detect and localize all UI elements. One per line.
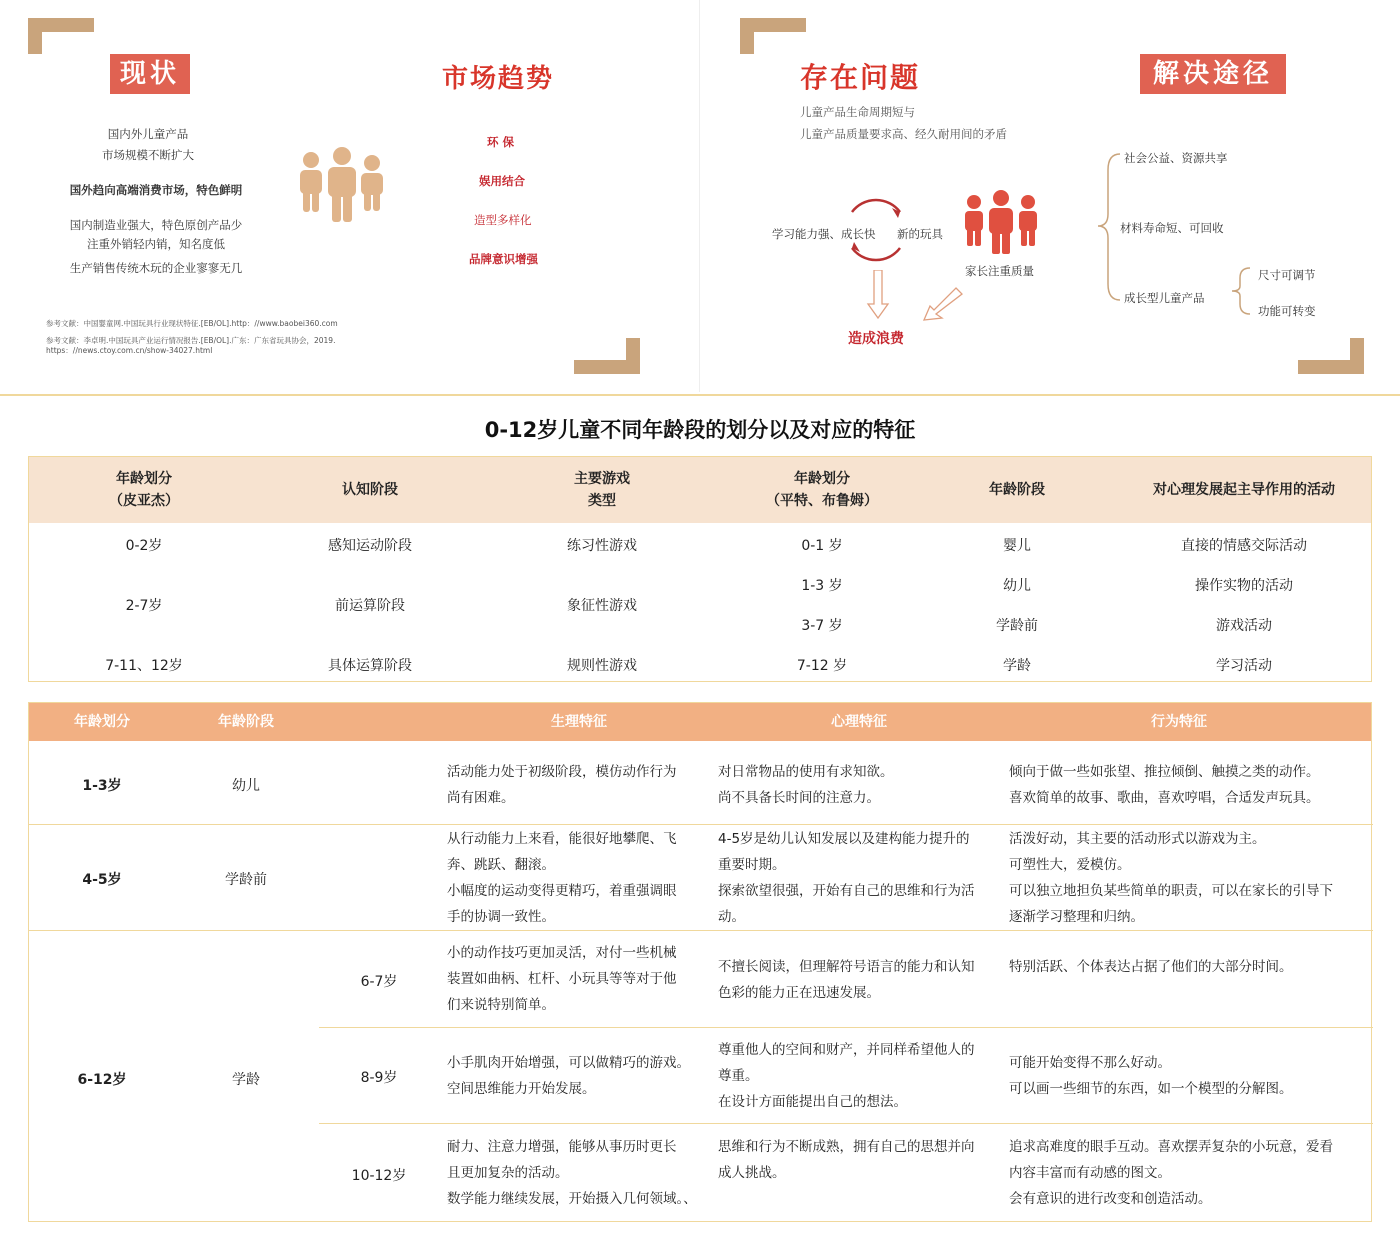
piaget-stage: 感知运动阶段 xyxy=(328,538,412,554)
behavior-text xyxy=(1009,826,1333,930)
text-line: 追求高难度的眼手互动。喜欢摆弄复杂的小玩意，爱看 xyxy=(1009,1139,1333,1155)
left-panel xyxy=(0,0,700,392)
pinter-activity: 直接的情感交际活动 xyxy=(1181,538,1307,554)
physical-text xyxy=(447,826,677,930)
header-text: 主要游戏 xyxy=(574,471,630,487)
group-age: 1-3岁 xyxy=(82,778,122,794)
text-line: 活动能力处于初级阶段，模仿动作行为 xyxy=(447,764,677,780)
header-cell xyxy=(527,468,677,512)
waste-label: 造成浪费 xyxy=(848,331,904,347)
piaget-age: 7-11、12岁 xyxy=(105,658,183,674)
group-age: 6-12岁 xyxy=(77,1072,127,1088)
reference: 参考文献：李卓明.中国玩具产业运行情况报告.[EB/OL].广东：广东省玩具协会，2019. xyxy=(46,336,336,345)
text-line: 思维和行为不断成熟，拥有自己的思想并向 xyxy=(718,1139,975,1155)
corner-decoration xyxy=(740,18,806,54)
text-line: 成人挑战。 xyxy=(718,1165,786,1181)
behavior-text xyxy=(1009,759,1320,811)
characteristics-table xyxy=(28,702,1372,1222)
piaget-game: 规则性游戏 xyxy=(567,658,637,674)
text-line: 尊重。 xyxy=(718,1068,759,1084)
text-line: 小的动作技巧更加灵活，对付一些机械 xyxy=(447,945,677,961)
piaget-stage: 具体运算阶段 xyxy=(328,658,412,674)
pinter-activity: 操作实物的活动 xyxy=(1195,578,1293,594)
mental-text xyxy=(718,1134,975,1186)
text-line: 在设计方面能提出自己的想法。 xyxy=(718,1094,907,1110)
waste-arrows-icon xyxy=(864,270,984,324)
corner-decoration xyxy=(574,338,640,374)
header-cell: 心理特征 xyxy=(831,714,887,730)
physical-text xyxy=(447,1134,697,1212)
parents-icon xyxy=(962,190,1042,254)
solution-item: 社会公益、资源共享 xyxy=(1124,151,1228,165)
pinter-activity: 游戏活动 xyxy=(1216,618,1272,634)
sub-age: 10-12岁 xyxy=(351,1168,407,1184)
behavior-text xyxy=(1009,1134,1333,1212)
physical-text xyxy=(447,940,677,1018)
text-line: 可以画一些细节的东西，如一个模型的分解图。 xyxy=(1009,1081,1293,1097)
text-line: 装置如曲柄、杠杆、小玩具等等对于他 xyxy=(447,971,677,987)
trend-item: 品牌意识增强 xyxy=(469,252,538,266)
trend-title: 市场趋势 xyxy=(442,64,555,94)
pinter-stage: 学龄 xyxy=(1003,658,1031,674)
mental-text xyxy=(718,759,894,811)
status-title: 现状 xyxy=(110,54,190,94)
text-line: 尚不具备长时间的注意力。 xyxy=(718,790,880,806)
pinter-age: 1-3 岁 xyxy=(801,578,843,594)
text-line: 们来说特别简单。 xyxy=(447,997,555,1013)
text-line: 内容丰富而有动感的图文。 xyxy=(1009,1165,1171,1181)
piaget-stage: 前运算阶段 xyxy=(335,598,405,614)
header-text: 年龄划分 xyxy=(116,471,172,487)
text-line: 动。 xyxy=(718,909,745,925)
text-line: 可能开始变得不那么好动。 xyxy=(1009,1055,1171,1071)
text-line: 小幅度的运动变得更精巧，着重强调眼 xyxy=(447,883,677,899)
mental-text xyxy=(718,826,975,930)
pinter-activity: 学习活动 xyxy=(1216,658,1272,674)
row-divider xyxy=(29,824,1373,825)
family-icon xyxy=(296,146,392,224)
behavior-text xyxy=(1009,1050,1293,1102)
problem-title: 存在问题 xyxy=(800,61,921,94)
row-divider xyxy=(319,1123,1373,1124)
status-line: 国内外儿童产品 xyxy=(107,127,189,141)
corner-decoration xyxy=(28,18,94,54)
header-text: 年龄划分 xyxy=(794,471,850,487)
mental-text xyxy=(718,954,975,1006)
header-cell: 生理特征 xyxy=(551,714,607,730)
header-cell xyxy=(69,468,219,512)
cycle-right-label: 新的玩具 xyxy=(897,227,943,241)
text-line: 尊重他人的空间和财产，并同样希望他人的 xyxy=(718,1042,975,1058)
piaget-game: 象征性游戏 xyxy=(567,598,637,614)
reference: 参考文献：中国婴童网.中国玩具行业现状特征.[EB/OL].http：//www.baobei360.com xyxy=(46,319,338,328)
header-cell: 年龄阶段 xyxy=(218,714,274,730)
pinter-stage: 婴儿 xyxy=(1003,538,1031,554)
text-line: 特别活跃、个体表达占据了他们的大部分时间。 xyxy=(1009,959,1293,975)
text-line: 数学能力继续发展，开始摄入几何领域。、 xyxy=(447,1191,697,1207)
text-line: 不擅长阅读，但理解符号语言的能力和认知 xyxy=(718,959,975,975)
status-line: 国外趋向高端消费市场，特色鲜明 xyxy=(69,183,243,197)
trend-item: 造型多样化 xyxy=(474,213,532,227)
reference: https：//news.ctoy.com.cn/show-34027.html xyxy=(46,346,213,355)
sub-age: 8-9岁 xyxy=(360,1070,398,1086)
text-line: 尚有困难。 xyxy=(447,790,515,806)
section-divider xyxy=(0,394,1400,396)
sub-solution-item: 尺寸可调节 xyxy=(1258,268,1316,282)
text-line: 活泼好动，其主要的活动形式以游戏为主。 xyxy=(1009,831,1266,847)
physical-text xyxy=(447,759,677,811)
solution-title: 解决途径 xyxy=(1140,54,1286,94)
text-line: 逐渐学习整理和归纳。 xyxy=(1009,909,1144,925)
parent-label: 家长注重质量 xyxy=(965,264,1034,278)
problem-line: 儿童产品质量要求高、经久耐用间的矛盾 xyxy=(800,127,1007,141)
group-stage: 幼儿 xyxy=(232,778,260,794)
text-line: 色彩的能力正在迅速发展。 xyxy=(718,985,880,1001)
pinter-age: 3-7 岁 xyxy=(801,618,843,634)
text-line: 从行动能力上来看，能很好地攀爬、飞 xyxy=(447,831,677,847)
group-stage: 学龄前 xyxy=(225,872,267,888)
trend-item: 环 保 xyxy=(487,135,515,149)
group-stage: 学龄 xyxy=(232,1072,260,1088)
header-cell: 对心理发展起主导作用的活动 xyxy=(1153,482,1335,498)
text-line: 重要时期。 xyxy=(718,857,786,873)
pinter-stage: 幼儿 xyxy=(1003,578,1031,594)
piaget-age: 0-2岁 xyxy=(125,538,163,554)
text-line: 对日常物品的使用有求知欲。 xyxy=(718,764,894,780)
status-line: 生产销售传统木玩的企业寥寥无几 xyxy=(69,261,243,275)
text-line: 耐力、注意力增强，能够从事历时更长 xyxy=(447,1139,677,1155)
right-panel xyxy=(700,0,1400,392)
text-line: 奔、跳跃、翻滚。 xyxy=(447,857,555,873)
text-line: 手的协调一致性。 xyxy=(447,909,555,925)
text-line: 探索欲望很强，开始有自己的思维和行为活 xyxy=(718,883,975,899)
pinter-age: 0-1 岁 xyxy=(801,538,843,554)
text-line: 喜欢简单的故事、歌曲，喜欢哼唱，合适发声玩具。 xyxy=(1009,790,1320,806)
text-line: 可塑性大，爱模仿。 xyxy=(1009,857,1131,873)
pinter-age: 7-12 岁 xyxy=(796,658,848,674)
table1-title: 0-12岁儿童不同年龄段的划分以及对应的特征 xyxy=(484,418,916,442)
row-divider xyxy=(319,1027,1373,1028)
text-line: 且更加复杂的活动。 xyxy=(447,1165,569,1181)
behavior-text xyxy=(1009,954,1293,980)
piaget-age: 2-7岁 xyxy=(125,598,163,614)
problem-line: 儿童产品生命周期短与 xyxy=(800,105,915,119)
header-cell: 行为特征 xyxy=(1151,714,1207,730)
solution-item: 材料寿命短、可回收 xyxy=(1120,221,1224,235)
header-text: （平特、布鲁姆） xyxy=(766,493,878,509)
status-line: 注重外销轻内销，知名度低 xyxy=(87,237,225,251)
header-text: 类型 xyxy=(588,493,616,509)
trend-item: 娱用结合 xyxy=(479,174,525,188)
text-line: 4-5岁是幼儿认知发展以及建构能力提升的 xyxy=(718,831,970,847)
sub-solution-item: 功能可转变 xyxy=(1258,304,1316,318)
text-line: 小手肌肉开始增强，可以做精巧的游戏。 xyxy=(447,1055,690,1071)
mental-text xyxy=(718,1037,975,1115)
header-text: （皮亚杰） xyxy=(109,493,179,509)
header-cell: 年龄划分 xyxy=(74,714,130,730)
text-line: 会有意识的进行改变和创造活动。 xyxy=(1009,1191,1212,1207)
header-cell: 认知阶段 xyxy=(342,482,398,498)
physical-text xyxy=(447,1050,690,1102)
corner-decoration xyxy=(1298,338,1364,374)
text-line: 可以独立地担负某些简单的职责，可以在家长的引导下 xyxy=(1009,883,1333,899)
status-line: 国内制造业强大，特色原创产品少 xyxy=(69,218,243,232)
text-line: 空间思维能力开始发展。 xyxy=(447,1081,596,1097)
row-divider xyxy=(29,930,1373,931)
sub-age: 6-7岁 xyxy=(360,974,398,990)
header-cell xyxy=(747,468,897,512)
text-line: 倾向于做一些如张望、推拉倾倒、触摸之类的动作。 xyxy=(1009,764,1320,780)
piaget-game: 练习性游戏 xyxy=(567,538,637,554)
cycle-left-label: 学习能力强、成长快 xyxy=(772,227,876,241)
age-division-table xyxy=(28,456,1372,682)
header-cell: 年龄阶段 xyxy=(989,482,1045,498)
status-line: 市场规模不断扩大 xyxy=(102,148,194,162)
pinter-stage: 学龄前 xyxy=(996,618,1038,634)
group-age: 4-5岁 xyxy=(82,872,122,888)
solution-item: 成长型儿童产品 xyxy=(1124,291,1205,305)
sub-solution-bracket xyxy=(1230,266,1254,316)
